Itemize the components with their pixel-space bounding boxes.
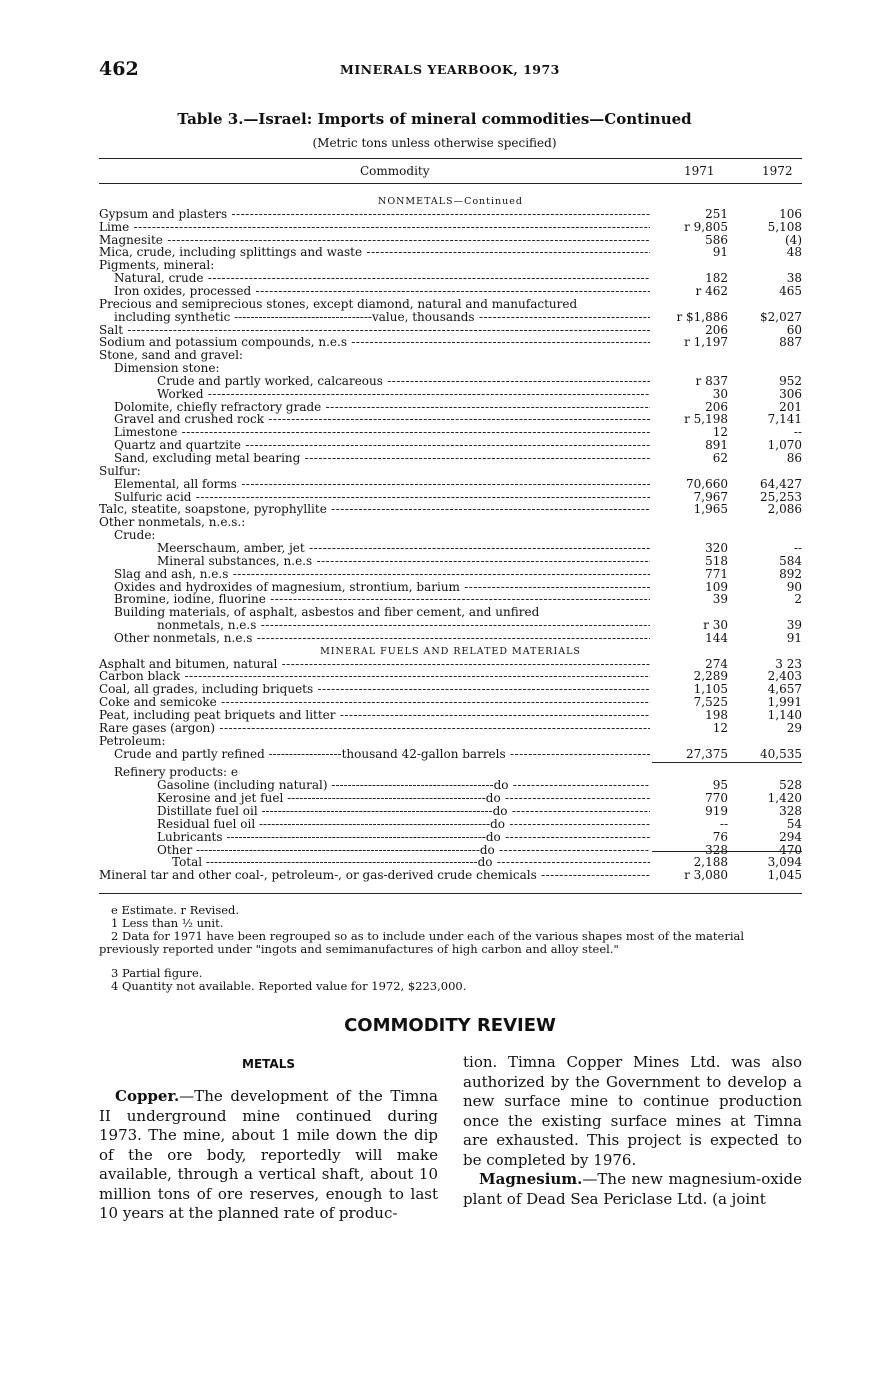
magnesium-text: —The new magnesium-oxide plant of Dead Sea Periclase Ltd. (a joint: [463, 1170, 802, 1208]
value-1971: 39: [712, 592, 728, 607]
table-row: [0, 831, 869, 844]
footnote: 4 Quantity not available. Reported value for 1972, $223,000.: [111, 979, 467, 993]
row-label: Worked -----: [157, 388, 650, 401]
value-1971: 586: [705, 232, 728, 247]
value-1972: 4,657: [767, 682, 802, 697]
table-row: [0, 529, 869, 542]
table-row: [0, 362, 869, 375]
table-row: [0, 568, 869, 581]
metals-heading: METALS: [242, 1057, 295, 1071]
row-label: Gravel and crushed rock -----: [114, 413, 650, 426]
row-label: Gypsum and plasters -----: [99, 208, 650, 221]
table-row: [0, 246, 869, 259]
table-row: [0, 722, 869, 735]
table-row: [0, 324, 869, 337]
value-1971: 206: [705, 399, 728, 414]
value-1971: 518: [705, 553, 728, 568]
value-1971: r 837: [695, 373, 728, 388]
row-label: Mica, crude, including splittings and waste -----: [99, 246, 650, 259]
row-label: Distillate fuel oil ---------------------------------------------------------do -----: [157, 805, 650, 818]
row-label: Coke and semicoke -----: [99, 696, 650, 709]
value-1972: 91: [786, 630, 802, 645]
row-label: Gasoline (including natural) ----------------------------------------do -----: [157, 779, 650, 792]
row-label: Building materials, of asphalt, asbestos and fiber cement, and unfired: [114, 606, 540, 620]
row-label: nonmetals, n.e.s -----: [157, 619, 650, 632]
value-1972: 528: [779, 778, 802, 793]
value-1972: 306: [779, 386, 802, 401]
table-row: [0, 259, 869, 272]
value-1971: 1,965: [693, 502, 728, 517]
value-1972: 892: [779, 566, 802, 581]
table-title: Table 3.—Israel: Imports of mineral commodities—Continued: [177, 110, 692, 128]
value-1971: 182: [705, 271, 728, 286]
value-1971: 30: [712, 386, 728, 401]
table-row: [0, 491, 869, 504]
table-row: [0, 426, 869, 439]
value-1971: 27,375: [686, 746, 728, 761]
value-1972: (4): [785, 232, 802, 247]
value-1971: 320: [705, 540, 728, 555]
row-label: Bromine, iodine, fluorine -----: [114, 593, 650, 606]
value-1971: 251: [705, 206, 728, 221]
table-row: [0, 696, 869, 709]
row-label: Lubricants ----------------------------------------------------------------do -----: [157, 831, 650, 844]
row-label: Meerschaum, amber, jet -----: [157, 542, 650, 555]
row-label: Stone, sand and gravel:: [99, 349, 243, 363]
value-1971: 12: [712, 720, 728, 735]
copper-lead: Copper.: [115, 1087, 180, 1105]
table-row: [0, 542, 869, 555]
table-row: [0, 683, 869, 696]
row-label: Sand, excluding metal bearing -----: [114, 452, 650, 465]
row-label: Crude:: [114, 529, 156, 543]
value-1971: r 1,197: [684, 335, 728, 350]
table-row: [0, 516, 869, 529]
table-row: [0, 735, 869, 748]
value-1972: 952: [779, 373, 802, 388]
header-1972: 1972: [762, 164, 793, 178]
row-label: Natural, crude -----: [114, 272, 650, 285]
value-1971: r $1,886: [676, 309, 728, 324]
value-1972: 5,108: [767, 219, 802, 234]
table-section-heading: [0, 195, 869, 208]
table-row: [0, 792, 869, 805]
table-row: [0, 234, 869, 247]
value-1971: 95: [712, 778, 728, 793]
row-label: Mineral tar and other coal-, petroleum-, or gas-derived crude chemicals -----: [99, 869, 650, 882]
row-label: Dolomite, chiefly refractory grade -----: [114, 401, 650, 414]
row-label: including synthetic ----------------------------------value, thousands -----: [114, 311, 650, 324]
value-1972: 2,086: [767, 502, 802, 517]
value-1971: 109: [705, 579, 728, 594]
value-1972: 328: [779, 803, 802, 818]
row-label: Oxides and hydroxides of magnesium, strontium, barium -----: [114, 581, 650, 594]
row-label: Mineral substances, n.e.s -----: [157, 555, 650, 568]
table-row: [0, 766, 869, 779]
table-row: [0, 555, 869, 568]
row-label: Other ----------------------------------------------------------------------do -----: [157, 844, 650, 857]
row-label: Dimension stone:: [114, 362, 220, 376]
row-label: Coal, all grades, including briquets -----: [99, 683, 650, 696]
table-row: [0, 844, 869, 857]
table-bottom-rule: [99, 893, 802, 894]
value-1971: r 9,805: [684, 219, 728, 234]
subtotal-rule: [652, 762, 802, 763]
value-1971: r 462: [695, 283, 728, 298]
table-section-heading: [0, 645, 869, 658]
row-label: Slag and ash, n.e.s -----: [114, 568, 650, 581]
row-label: Crude and partly worked, calcareous -----: [157, 375, 650, 388]
value-1972: 465: [779, 283, 802, 298]
footnote: 3 Partial figure.: [111, 966, 203, 980]
row-label: Sulfuric acid -----: [114, 491, 650, 504]
row-label: Lime -----: [99, 221, 650, 234]
value-1972: 2,403: [767, 669, 802, 684]
value-1972: 29: [786, 720, 802, 735]
value-1972: 48: [786, 245, 802, 260]
table-row: [0, 779, 869, 792]
row-label: Pigments, mineral:: [99, 259, 215, 273]
row-label: Total -------------------------------------------------------------------do -----: [172, 856, 650, 869]
value-1971: 70,660: [686, 476, 728, 491]
table-row: [0, 452, 869, 465]
footnote: 2 Data for 1971 have been regrouped so as to include under each of the various shapes most of the material previously reported under "ingots and semimanufactures of high carbon and alloy steel.": [99, 929, 745, 956]
table-row: [0, 285, 869, 298]
value-1972: 3 23: [775, 656, 802, 671]
value-1971: 274: [705, 656, 728, 671]
value-1971: 328: [705, 842, 728, 857]
footnote: 1 Less than ½ unit.: [111, 916, 224, 930]
table-row: [0, 272, 869, 285]
value-1971: 919: [705, 803, 728, 818]
left-column: [99, 1087, 438, 1224]
table-row: [0, 298, 869, 311]
table-row: [0, 401, 869, 414]
value-1972: 1,420: [767, 791, 802, 806]
row-label: Talc, steatite, soapstone, pyrophyllite -----: [99, 503, 650, 516]
table-row: [0, 869, 869, 882]
value-1971: 891: [705, 438, 728, 453]
page-number: 462: [99, 58, 139, 80]
table-top-rule: [99, 158, 802, 159]
value-1971: r 3,080: [684, 868, 728, 883]
magnesium-lead: Magnesium.: [479, 1170, 583, 1188]
value-1972: 201: [779, 399, 802, 414]
value-1972: 3,094: [767, 855, 802, 870]
row-label: Sodium and potassium compounds, n.e.s -----: [99, 336, 650, 349]
value-1972: 64,427: [760, 476, 802, 491]
value-1971: 206: [705, 322, 728, 337]
table-row: [0, 748, 869, 761]
value-1971: 2,188: [693, 855, 728, 870]
value-1972: 1,045: [767, 868, 802, 883]
right-col-text: tion. Timna Copper Mines Ltd. was also authorized by the Government to develop a new surface mine to continue production once the existing surface mines at Timna are exhausted. This project is expected to be completed by 1976.: [463, 1053, 802, 1169]
table-row: [0, 632, 869, 645]
row-label: Other nonmetals, n.e.s -----: [114, 632, 650, 645]
table-row: [0, 413, 869, 426]
row-label: Other nonmetals, n.e.s.:: [99, 516, 246, 530]
row-label: Salt -----: [99, 324, 650, 337]
value-1971: 1,105: [693, 682, 728, 697]
value-1972: 38: [786, 271, 802, 286]
value-1972: 470: [779, 842, 802, 857]
table-row: [0, 221, 869, 234]
table-row: [0, 375, 869, 388]
row-label: Elemental, all forms -----: [114, 478, 650, 491]
table-row: [0, 856, 869, 869]
value-1972: 90: [786, 579, 802, 594]
table-row: [0, 658, 869, 671]
value-1971: 62: [712, 451, 728, 465]
value-1971: 7,967: [693, 489, 728, 504]
table-row: [0, 503, 869, 516]
value-1971: r 5,198: [684, 412, 728, 427]
value-1971: 198: [705, 708, 728, 722]
table-row: [0, 805, 869, 818]
value-1972: 2: [794, 592, 802, 607]
value-1972: 106: [779, 206, 802, 221]
table-row: [0, 593, 869, 606]
row-label: Kerosine and jet fuel -------------------------------------------------do -----: [157, 792, 650, 805]
value-1972: 294: [779, 829, 802, 844]
table-row: [0, 465, 869, 478]
copper-text: —The development of the Timna II underground mine continued during 1973. The mine, about 1 mile down the dip of the ore body, reportedly will make available, through a vertical shaft, about 10 million tons of ore reserves, enough to last 10 years at the planned rate of produc-: [99, 1087, 438, 1222]
row-label: Petroleum:: [99, 734, 166, 748]
value-1971: --: [719, 816, 728, 831]
table-row: [0, 208, 869, 221]
value-1971: 2,289: [693, 669, 728, 684]
running-head: MINERALS YEARBOOK, 1973: [340, 62, 560, 77]
row-label: Limestone -----: [114, 426, 650, 439]
value-1972: 40,535: [760, 746, 802, 761]
footnote: e Estimate. r Revised.: [111, 903, 240, 917]
row-label: Residual fuel oil ---------------------------------------------------------do -----: [157, 818, 650, 831]
table-row: [0, 818, 869, 831]
table-row: [0, 606, 869, 619]
header-rule: [99, 183, 802, 184]
value-1972: 1,140: [767, 708, 802, 722]
value-1971: 76: [712, 829, 728, 844]
row-label: MINERAL FUELS AND RELATED MATERIALS: [320, 645, 581, 657]
value-1972: 7,141: [767, 412, 802, 427]
value-1972: 584: [779, 553, 802, 568]
commodity-review-heading: COMMODITY REVIEW: [344, 1015, 556, 1036]
right-column: [463, 1053, 802, 1209]
table-row: [0, 388, 869, 401]
table-row: [0, 670, 869, 683]
value-1972: 54: [786, 816, 802, 831]
value-1972: 887: [779, 335, 802, 350]
table-row: [0, 619, 869, 632]
value-1972: 25,253: [760, 489, 802, 504]
row-label: Asphalt and bitumen, natural -----: [99, 658, 650, 671]
row-label: NONMETALS—Continued: [378, 196, 523, 207]
table-row: [0, 581, 869, 594]
value-1971: 7,525: [693, 695, 728, 710]
value-1972: 60: [786, 322, 802, 337]
table-row: [0, 478, 869, 491]
value-1972: 1,991: [767, 695, 802, 710]
header-1971: 1971: [684, 164, 715, 178]
table-subtitle: (Metric tons unless otherwise specified): [312, 136, 557, 150]
row-label: Carbon black -----: [99, 670, 650, 683]
row-label: Peat, including peat briquets and litter -----: [99, 709, 650, 722]
value-1972: 39: [786, 618, 802, 633]
row-label: Crude and partly refined ------------------thousand 42-gallon barrels -----: [114, 748, 650, 761]
row-label: Rare gases (argon) -----: [99, 722, 650, 735]
row-label: Quartz and quartzite -----: [114, 439, 650, 452]
value-1972: --: [793, 540, 802, 555]
total-rule: [652, 851, 802, 852]
table-row: [0, 709, 869, 722]
value-1972: $2,027: [760, 309, 802, 324]
table-row: [0, 439, 869, 452]
value-1971: 12: [712, 425, 728, 440]
row-label: Magnesite -----: [99, 234, 650, 247]
header-commodity: Commodity: [360, 164, 430, 178]
row-label: Sulfur:: [99, 464, 141, 478]
table-row: [0, 336, 869, 349]
value-1972: 86: [786, 451, 802, 465]
value-1971: 144: [705, 630, 728, 645]
table-row: [0, 311, 869, 324]
value-1972: --: [793, 425, 802, 440]
value-1971: r 30: [703, 618, 728, 633]
value-1972: 1,070: [767, 438, 802, 453]
row-label: Iron oxides, processed -----: [114, 285, 650, 298]
table-row: [0, 349, 869, 362]
value-1971: 91: [712, 245, 728, 260]
row-label: Refinery products: e: [114, 766, 239, 780]
row-label: Precious and semiprecious stones, except diamond, natural and manufactured: [99, 297, 578, 311]
value-1971: 770: [705, 791, 728, 806]
value-1971: 771: [705, 566, 728, 581]
